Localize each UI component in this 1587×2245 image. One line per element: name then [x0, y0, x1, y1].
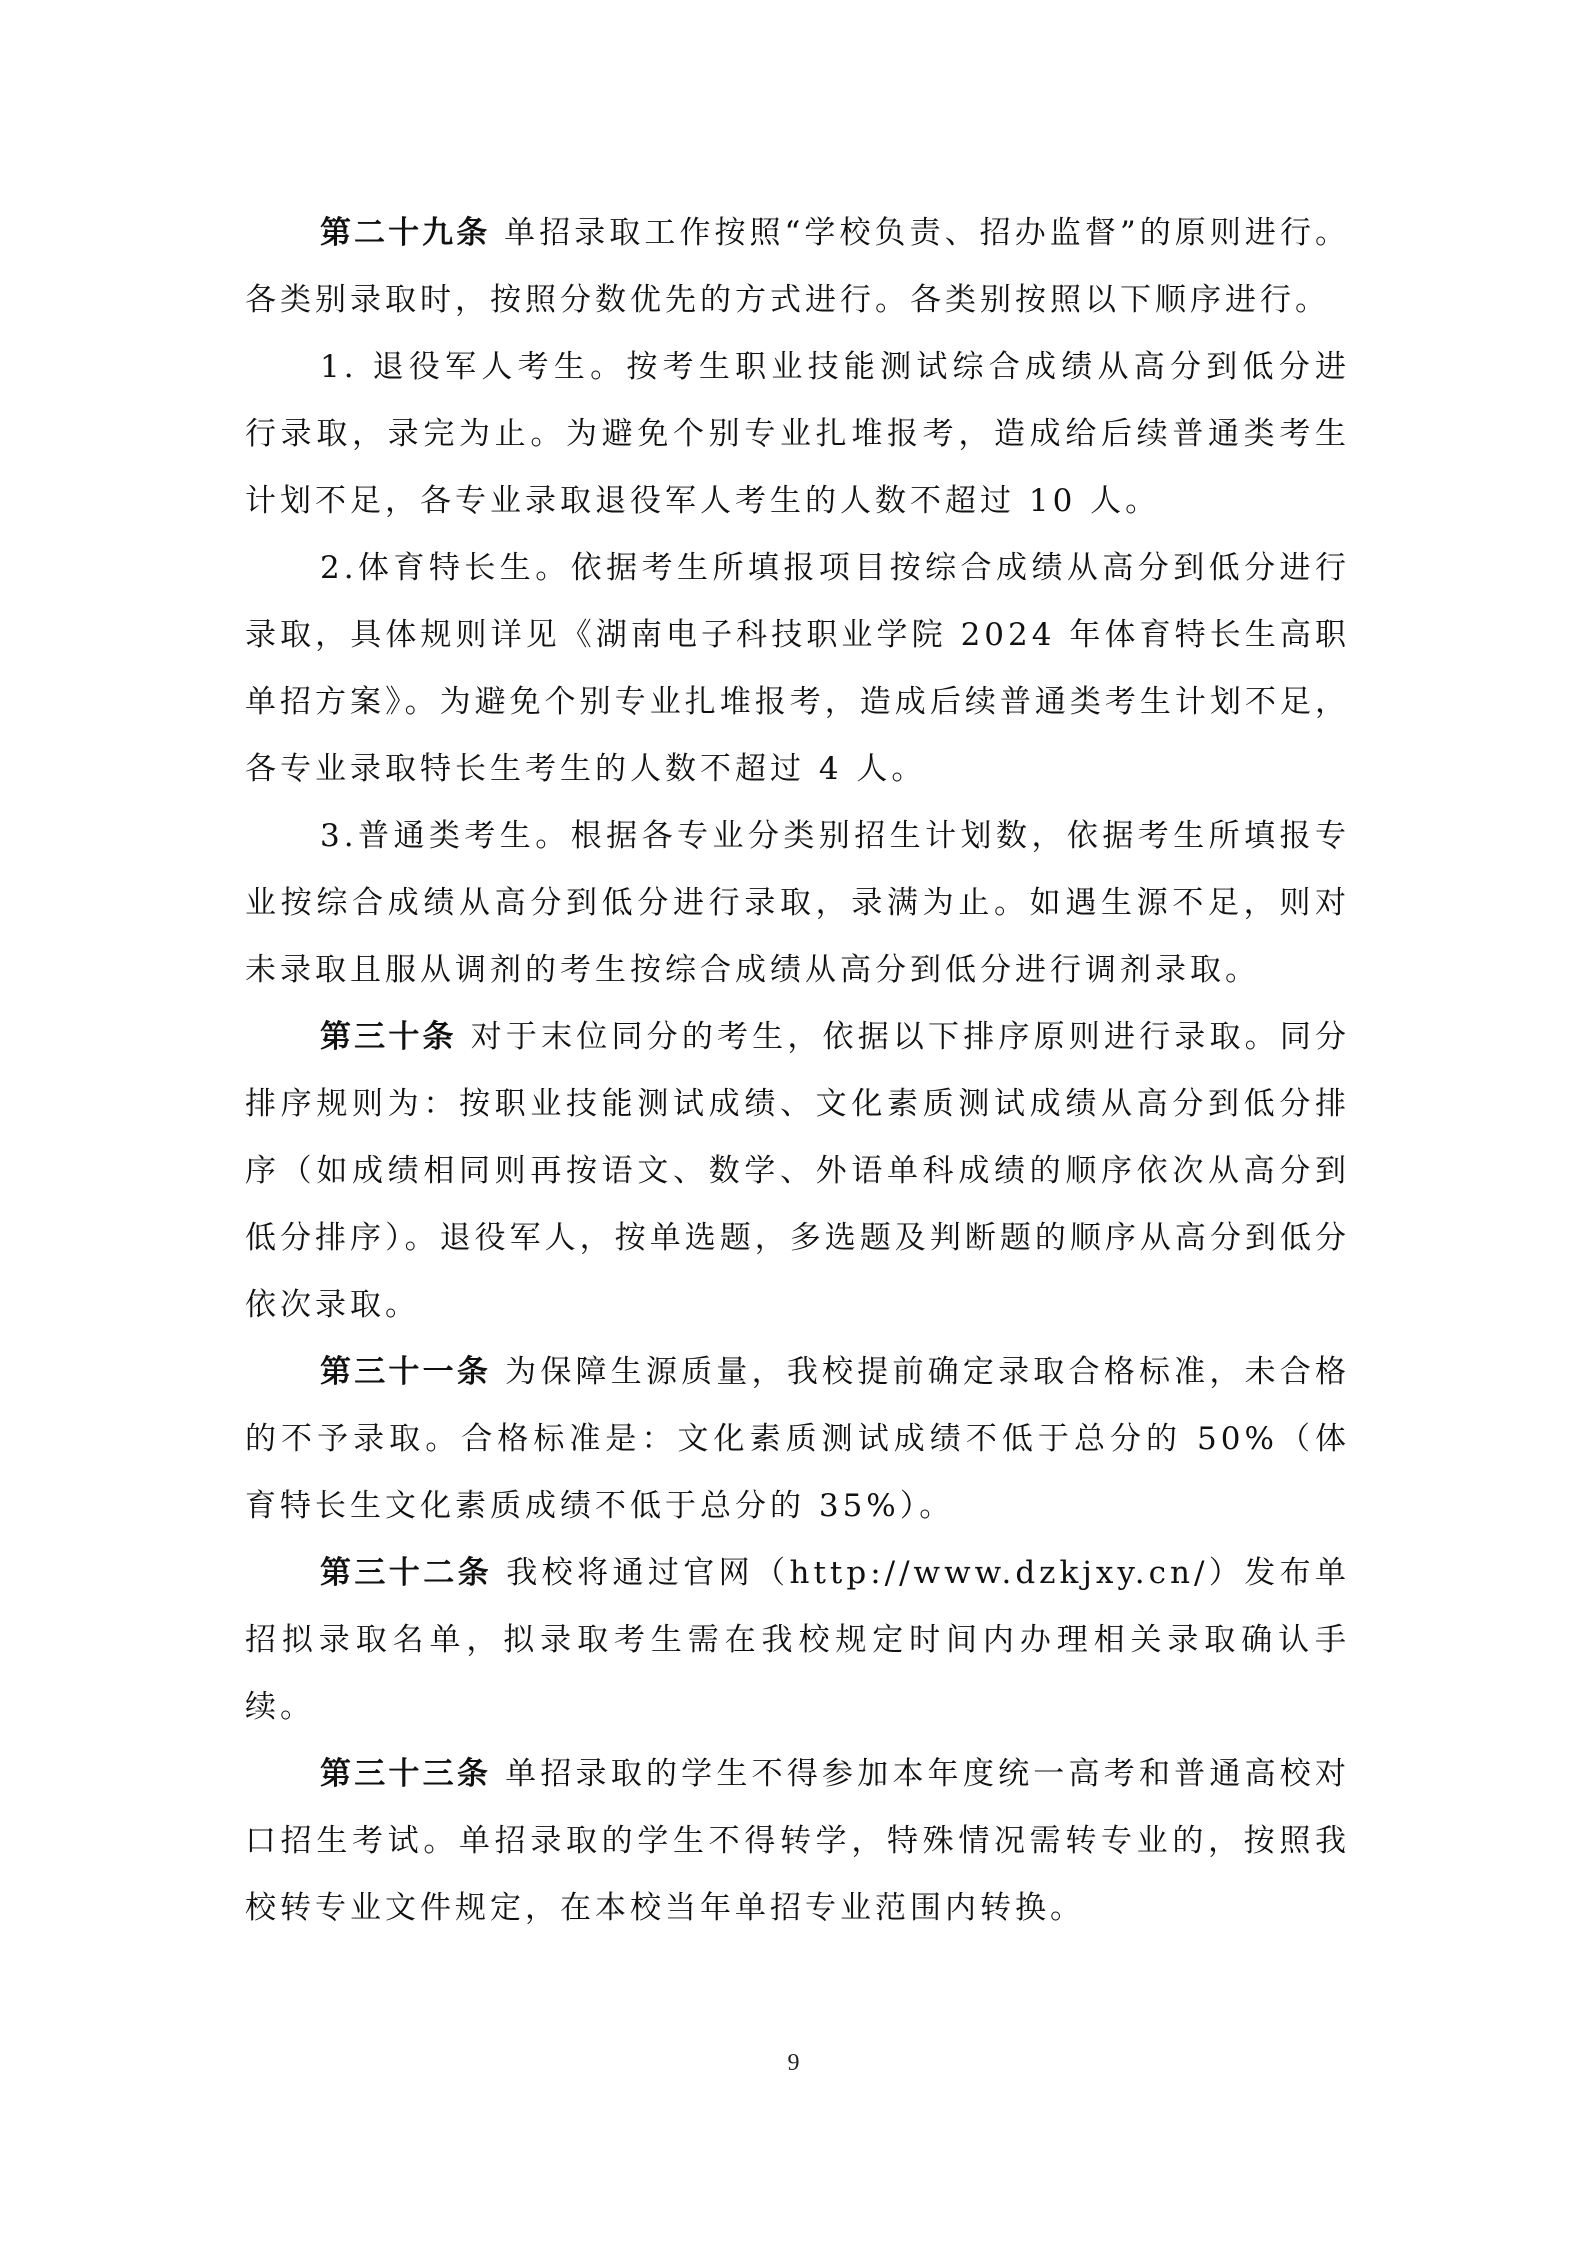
paragraph-article-31	[245, 1339, 1350, 1540]
paragraph-text: 1. 退役军人考生。按考生职业技能测试综合成绩从高分到低分进行录取，录完为止。为避免个别专业扎堆报考，造成给后续普通类考生计划不足，各专业录取退役军人考生的人数不超过 10 人。	[245, 349, 1350, 519]
paragraph-text: 单招录取的学生不得参加本年度统一高考和普通高校对口招生考试。单招录取的学生不得转学，特殊情况需转专业的，按照我校转专业文件规定，在本校当年单招专业范围内转换。	[245, 1756, 1350, 1926]
article-label: 第三十三条	[320, 1756, 492, 1792]
paragraph-text: 我校将通过官网（http://www.dzkjxy.cn/）发布单招拟录取名单，拟录取考生需在我校规定时间内办理相关录取确认手续。	[245, 1555, 1350, 1725]
page-number: 9	[787, 2050, 800, 2076]
article-label: 第三十条	[320, 1019, 457, 1055]
paragraph-article-29	[245, 200, 1350, 334]
article-label: 第二十九条	[320, 215, 491, 251]
paragraph-text: 3.普通类考生。根据各专业分类别招生计划数，依据考生所填报专业按综合成绩从高分到低分进行录取，录满为止。如遇生源不足，则对未录取且服从调剂的考生按综合成绩从高分到低分进行调剂录取。	[245, 818, 1350, 988]
paragraph-article-30	[245, 1004, 1350, 1339]
paragraph-text: 对于末位同分的考生，依据以下排序原则进行录取。同分排序规则为：按职业技能测试成绩、文化素质测试成绩从高分到低分排序（如成绩相同则再按语文、数学、外语单科成绩的顺序依次从高分到低分排序）。退役军人，按单选题，多选题及判断题的顺序从高分到低分依次录取。	[245, 1019, 1351, 1323]
paragraph-text: 单招录取工作按照“学校负责、招办监督”的原则进行。各类别录取时，按照分数优先的方式进行。各类别按照以下顺序进行。	[245, 215, 1350, 318]
article-label: 第三十二条	[320, 1555, 493, 1591]
paragraph-article-33	[245, 1741, 1350, 1942]
paragraph-article-32	[245, 1540, 1350, 1741]
document-body	[245, 200, 1350, 1942]
paragraph-item-1	[245, 334, 1350, 535]
paragraph-item-2	[245, 535, 1350, 803]
paragraph-text: 2.体育特长生。依据考生所填报项目按综合成绩从高分到低分进行录取，具体规则详见《湖南电子科技职业学院 2024 年体育特长生高职单招方案》。为避免个别专业扎堆报考，造成后续普通类考生计划不足，各专业录取特长生考生的人数不超过 4 人。	[245, 550, 1350, 787]
paragraph-item-3	[245, 803, 1350, 1004]
article-label: 第三十一条	[320, 1354, 492, 1390]
paragraph-text: 为保障生源质量，我校提前确定录取合格标准，未合格的不予录取。合格标准是：文化素质测试成绩不低于总分的 50%（体育特长生文化素质成绩不低于总分的 35%）。	[245, 1354, 1350, 1524]
